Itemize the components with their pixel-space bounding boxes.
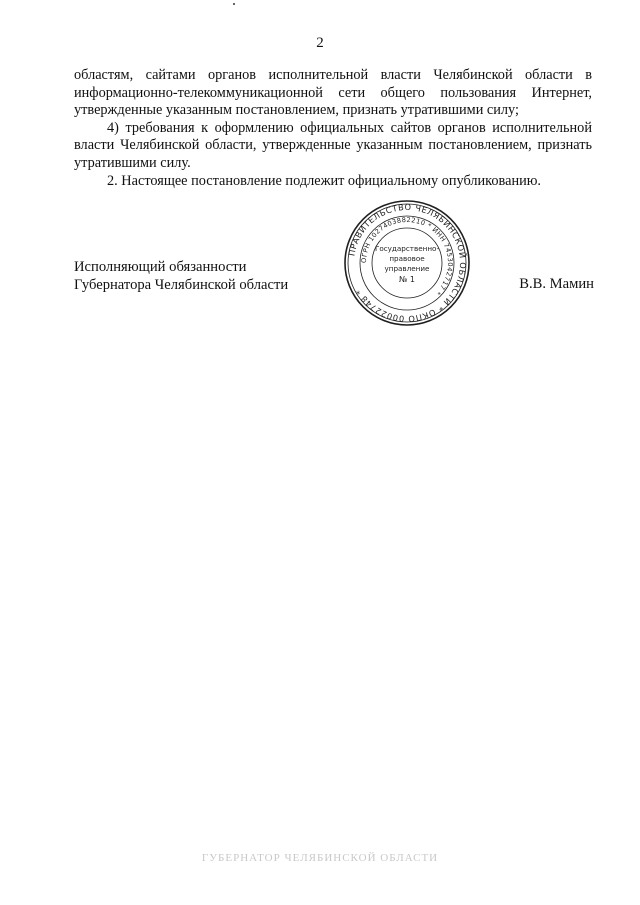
paragraph-item-4: 4) требования к оформлению официальных сайтов органов исполнительной власти Челябинской области, утвержденные указанным постановлением, признать утратившими силу. bbox=[74, 119, 592, 171]
seal-inner-text: ОГРН 1027403882210 * ИНН 7453042717 * bbox=[359, 215, 455, 297]
seal-center-line2: правовое bbox=[389, 254, 425, 263]
paragraph-continuation: областям, сайтами органов исполнительной власти Челябинской области в информационно-телекоммуникационной сети общего пользования Интернет, утвержденные указанным постановлением, признать утратившими силу; bbox=[74, 67, 592, 119]
signatory-name: В.В. Мамин bbox=[519, 276, 594, 292]
footer-watermark: ГУБЕРНАТОР ЧЕЛЯБИНСКОЙ ОБЛАСТИ bbox=[201, 852, 439, 864]
official-seal bbox=[343, 199, 471, 327]
seal-center-line1: Государственно- bbox=[374, 244, 440, 253]
signature-block bbox=[74, 259, 288, 294]
seal-graphic bbox=[343, 199, 471, 327]
seal-center-line3: управление bbox=[384, 264, 430, 273]
signatory-title-line2: Губернатора Челябинской области bbox=[74, 276, 289, 293]
paragraph-publication: 2. Настоящее постановление подлежит официальному опубликованию. bbox=[107, 172, 542, 189]
signatory-title-line1: Исполняющий обязанности bbox=[74, 259, 247, 275]
seal-inner-ring bbox=[372, 228, 442, 298]
seal-outer-text: ПРАВИТЕЛЬСТВО ЧЕЛЯБИНСКОЙ ОБЛАСТИ * ОКПО 00022748 * bbox=[346, 201, 469, 325]
seal-center-line4: № 1 bbox=[399, 275, 415, 284]
scan-speck bbox=[233, 3, 235, 5]
page-number: 2 bbox=[316, 35, 324, 51]
document-body bbox=[74, 67, 592, 190]
